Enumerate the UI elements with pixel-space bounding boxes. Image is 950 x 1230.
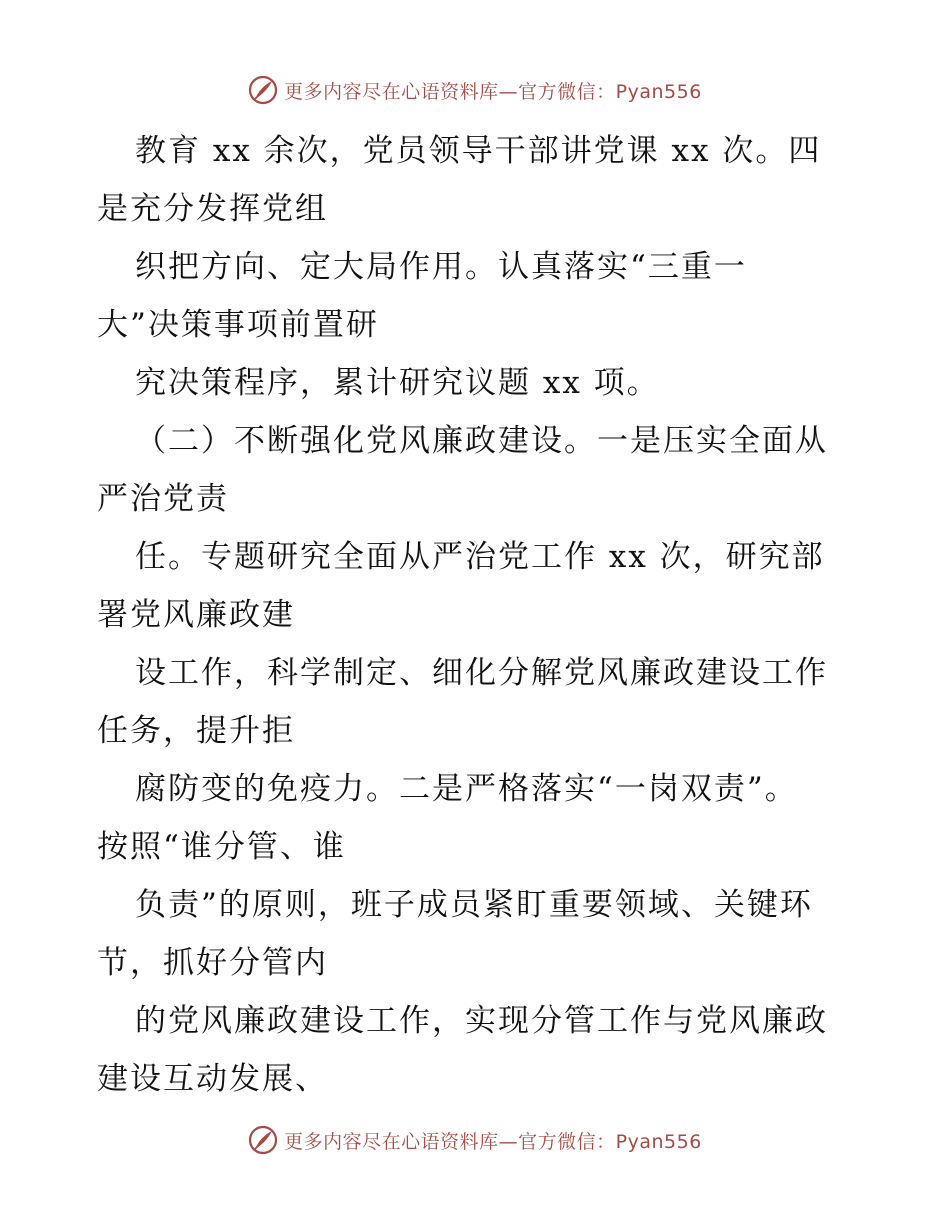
body-line: 大”决策事项前置研: [97, 307, 379, 343]
body-line: 按照“谁分管、谁: [97, 829, 346, 865]
section-heading-line: （二）不断强化党风廉政建设。一是压实全面从: [135, 423, 828, 459]
body-line: 的党风廉政建设工作，实现分管工作与党风廉政: [135, 1003, 828, 1039]
body-line: 腐防变的免疫力。二是严格落实“一岗双责”。: [135, 771, 798, 807]
body-line: 织把方向、定大局作用。认真落实“三重一: [135, 249, 747, 285]
footer-text[interactable]: 更多内容尽在心语资料库—官方微信：Pyan556: [284, 1130, 702, 1153]
footer-banner: [0, 1120, 950, 1160]
body-line: 究决策程序，累计研究议题 xx 项。: [135, 365, 660, 401]
body-line: 是充分发挥党组: [97, 191, 328, 227]
body-line: 任。专题研究全面从严治党工作 xx 次，研究部: [135, 539, 825, 575]
header-text[interactable]: 更多内容尽在心语资料库—官方微信：Pyan556: [284, 80, 702, 103]
body-line: 建设互动发展、: [97, 1061, 328, 1097]
body-line: 节，抓好分管内: [97, 945, 328, 981]
document-body: [97, 122, 857, 1108]
body-line: 设工作，科学制定、细化分解党风廉政建设工作: [135, 655, 828, 691]
body-line: 任务，提升拒: [97, 713, 295, 749]
feather-seal-icon: [248, 1125, 278, 1155]
feather-seal-icon: [248, 75, 278, 105]
body-line: 教育 xx 余次，党员领导干部讲党课 xx 次。四: [135, 133, 822, 169]
body-line: 负责”的原则，班子成员紧盯重要领域、关键环: [135, 887, 813, 923]
body-line: 严治党责: [97, 481, 229, 517]
header-banner: [0, 70, 950, 110]
body-line: 署党风廉政建: [97, 597, 295, 633]
